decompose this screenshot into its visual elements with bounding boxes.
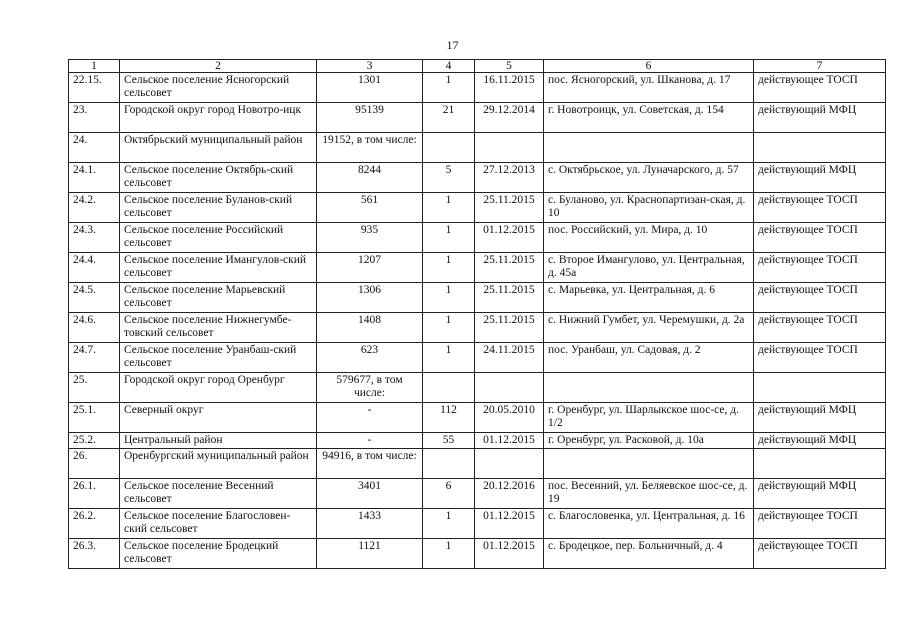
- municipality-name-cell: Северный округ: [120, 403, 317, 433]
- row-number-cell: 24.3.: [69, 223, 120, 253]
- municipality-name-cell: Сельское поселение Бродецкий сельсовет: [120, 539, 317, 569]
- opening-date-cell: 20.05.2010: [475, 403, 544, 433]
- column-header: 3: [317, 60, 423, 73]
- address-cell: с. Буланово, ул. Краснопартизан-ская, д. 10: [544, 193, 754, 223]
- address-cell: г. Новотроицк, ул. Советская, д. 154: [544, 103, 754, 133]
- column-header: 2: [120, 60, 317, 73]
- municipality-name-cell: Октябрьский муниципальный район: [120, 133, 317, 163]
- office-count-cell: 1: [423, 343, 475, 373]
- status-cell: действующее ТОСП: [754, 193, 886, 223]
- row-number-cell: 24.1.: [69, 163, 120, 193]
- row-number-cell: 24.: [69, 133, 120, 163]
- status-cell: действующее ТОСП: [754, 509, 886, 539]
- address-cell: с. Благословенка, ул. Центральная, д. 16: [544, 509, 754, 539]
- office-count-cell: 112: [423, 403, 475, 433]
- column-header: 4: [423, 60, 475, 73]
- status-cell: действующее ТОСП: [754, 253, 886, 283]
- municipality-name-cell: Сельское поселение Весенний сельсовет: [120, 479, 317, 509]
- population-cell: 94916, в том числе:: [317, 449, 423, 479]
- address-cell: г. Оренбург, ул. Расковой, д. 10а: [544, 433, 754, 449]
- row-number-cell: 24.6.: [69, 313, 120, 343]
- row-number-cell: 23.: [69, 103, 120, 133]
- column-header: 1: [69, 60, 120, 73]
- table-row: [69, 509, 886, 539]
- status-cell: действующий МФЦ: [754, 163, 886, 193]
- population-cell: 935: [317, 223, 423, 253]
- status-cell: действующий МФЦ: [754, 103, 886, 133]
- population-cell: 579677, в том числе:: [317, 373, 423, 403]
- address-cell: [544, 449, 754, 479]
- row-number-cell: 24.2.: [69, 193, 120, 223]
- office-count-cell: 1: [423, 253, 475, 283]
- office-count-cell: 1: [423, 509, 475, 539]
- municipality-name-cell: Городской округ город Новотро-ицк: [120, 103, 317, 133]
- population-cell: -: [317, 433, 423, 449]
- table-row: [69, 433, 886, 449]
- address-cell: пос. Весенний, ул. Беляевское шос-се, д. 19: [544, 479, 754, 509]
- status-cell: действующее ТОСП: [754, 283, 886, 313]
- opening-date-cell: [475, 373, 544, 403]
- address-cell: пос. Уранбаш, ул. Садовая, д. 2: [544, 343, 754, 373]
- column-header: 6: [544, 60, 754, 73]
- office-count-cell: 1: [423, 193, 475, 223]
- address-cell: [544, 373, 754, 403]
- table-row: [69, 253, 886, 283]
- row-number-cell: 26.1.: [69, 479, 120, 509]
- table-row: [69, 479, 886, 509]
- table-row: [69, 403, 886, 433]
- municipality-name-cell: Сельское поселение Российский сельсовет: [120, 223, 317, 253]
- municipality-name-cell: Сельское поселение Уранбаш-ский сельсовет: [120, 343, 317, 373]
- row-number-cell: 24.7.: [69, 343, 120, 373]
- opening-date-cell: 01.12.2015: [475, 539, 544, 569]
- status-cell: действующее ТОСП: [754, 539, 886, 569]
- population-cell: 1121: [317, 539, 423, 569]
- table-row: [69, 103, 886, 133]
- address-cell: с. Октябрьское, ул. Луначарского, д. 57: [544, 163, 754, 193]
- table-row: [69, 343, 886, 373]
- row-number-cell: 24.4.: [69, 253, 120, 283]
- address-cell: пос. Российский, ул. Мира, д. 10: [544, 223, 754, 253]
- office-count-cell: 1: [423, 73, 475, 103]
- opening-date-cell: 25.11.2015: [475, 193, 544, 223]
- office-count-cell: 5: [423, 163, 475, 193]
- population-cell: 8244: [317, 163, 423, 193]
- status-cell: действующий МФЦ: [754, 433, 886, 449]
- opening-date-cell: [475, 133, 544, 163]
- population-cell: 1207: [317, 253, 423, 283]
- address-cell: г. Оренбург, ул. Шарлыкское шос-се, д. 1/2: [544, 403, 754, 433]
- status-cell: действующее ТОСП: [754, 223, 886, 253]
- status-cell: [754, 449, 886, 479]
- table-row: [69, 193, 886, 223]
- office-count-cell: 1: [423, 283, 475, 313]
- population-cell: 1433: [317, 509, 423, 539]
- municipality-name-cell: Сельское поселение Ясногорский сельсовет: [120, 73, 317, 103]
- column-header: 5: [475, 60, 544, 73]
- population-cell: 561: [317, 193, 423, 223]
- population-cell: 1301: [317, 73, 423, 103]
- opening-date-cell: [475, 449, 544, 479]
- row-number-cell: 26.3.: [69, 539, 120, 569]
- address-cell: [544, 133, 754, 163]
- opening-date-cell: 01.12.2015: [475, 223, 544, 253]
- row-number-cell: 26.2.: [69, 509, 120, 539]
- row-number-cell: 25.: [69, 373, 120, 403]
- address-cell: с. Марьевка, ул. Центральная, д. 6: [544, 283, 754, 313]
- row-number-cell: 26.: [69, 449, 120, 479]
- office-count-cell: [423, 449, 475, 479]
- table-row: [69, 133, 886, 163]
- opening-date-cell: 25.11.2015: [475, 253, 544, 283]
- address-cell: с. Нижний Гумбет, ул. Черемушки, д. 2а: [544, 313, 754, 343]
- municipality-name-cell: Сельское поселение Буланов-ский сельсовет: [120, 193, 317, 223]
- table-row: [69, 539, 886, 569]
- opening-date-cell: 27.12.2013: [475, 163, 544, 193]
- opening-date-cell: 01.12.2015: [475, 433, 544, 449]
- table-row: [69, 73, 886, 103]
- opening-date-cell: 20.12.2016: [475, 479, 544, 509]
- registry-table: [68, 59, 886, 569]
- municipality-name-cell: Оренбургский муниципальный район: [120, 449, 317, 479]
- table-row: [69, 163, 886, 193]
- municipality-name-cell: Центральный район: [120, 433, 317, 449]
- table-row: [69, 283, 886, 313]
- header-row: [69, 60, 886, 73]
- address-cell: с. Бродецкое, пер. Больничный, д. 4: [544, 539, 754, 569]
- population-cell: 3401: [317, 479, 423, 509]
- status-cell: [754, 133, 886, 163]
- status-cell: действующее ТОСП: [754, 343, 886, 373]
- office-count-cell: 1: [423, 223, 475, 253]
- municipality-name-cell: Сельское поселение Имангулов-ский сельсовет: [120, 253, 317, 283]
- row-number-cell: 22.15.: [69, 73, 120, 103]
- population-cell: 19152, в том числе:: [317, 133, 423, 163]
- municipality-name-cell: Городской округ город Оренбург: [120, 373, 317, 403]
- column-header: 7: [754, 60, 886, 73]
- office-count-cell: 55: [423, 433, 475, 449]
- population-cell: 95139: [317, 103, 423, 133]
- office-count-cell: [423, 133, 475, 163]
- opening-date-cell: 16.11.2015: [475, 73, 544, 103]
- table-row: [69, 373, 886, 403]
- office-count-cell: 1: [423, 313, 475, 343]
- opening-date-cell: 25.11.2015: [475, 313, 544, 343]
- municipality-name-cell: Сельское поселение Нижнегумбе-товский сельсовет: [120, 313, 317, 343]
- address-cell: пос. Ясногорский, ул. Шканова, д. 17: [544, 73, 754, 103]
- office-count-cell: 1: [423, 539, 475, 569]
- status-cell: действующее ТОСП: [754, 313, 886, 343]
- office-count-cell: 21: [423, 103, 475, 133]
- opening-date-cell: 29.12.2014: [475, 103, 544, 133]
- population-cell: -: [317, 403, 423, 433]
- status-cell: действующий МФЦ: [754, 403, 886, 433]
- page-number: 17: [446, 38, 459, 52]
- population-cell: 1408: [317, 313, 423, 343]
- municipality-name-cell: Сельское поселение Октябрь-ский сельсовет: [120, 163, 317, 193]
- municipality-name-cell: Сельское поселение Благословен-ский сельсовет: [120, 509, 317, 539]
- opening-date-cell: 25.11.2015: [475, 283, 544, 313]
- office-count-cell: 6: [423, 479, 475, 509]
- population-cell: 1306: [317, 283, 423, 313]
- table-row: [69, 223, 886, 253]
- opening-date-cell: 01.12.2015: [475, 509, 544, 539]
- address-cell: с. Второе Имангулово, ул. Центральная, д. 45а: [544, 253, 754, 283]
- municipality-name-cell: Сельское поселение Марьевский сельсовет: [120, 283, 317, 313]
- row-number-cell: 24.5.: [69, 283, 120, 313]
- office-count-cell: [423, 373, 475, 403]
- row-number-cell: 25.2.: [69, 433, 120, 449]
- table-row: [69, 449, 886, 479]
- population-cell: 623: [317, 343, 423, 373]
- opening-date-cell: 24.11.2015: [475, 343, 544, 373]
- status-cell: действующий МФЦ: [754, 479, 886, 509]
- row-number-cell: 25.1.: [69, 403, 120, 433]
- status-cell: [754, 373, 886, 403]
- status-cell: действующее ТОСП: [754, 73, 886, 103]
- table-row: [69, 313, 886, 343]
